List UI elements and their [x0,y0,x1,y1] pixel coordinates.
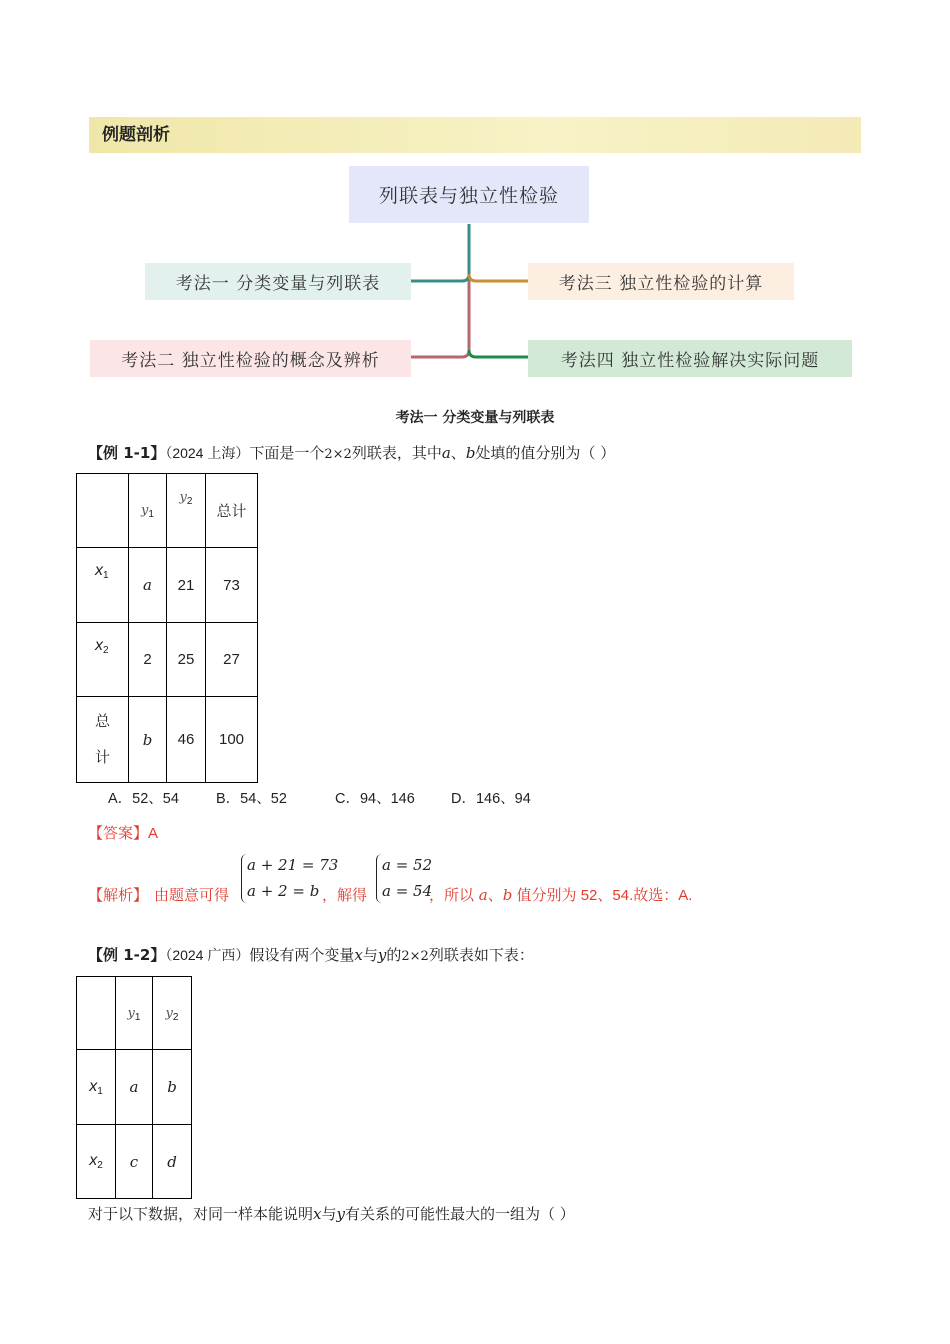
ex2-question [88,944,534,965]
ex1-cell: 2 [129,623,167,697]
ex2-cell-a: a [116,1050,153,1125]
table-row [77,1050,192,1125]
ex1-cell: 27 [206,623,258,697]
ex1-source: （2024 上海） [165,445,250,461]
ex2-row-label-x1: $x_1$ [77,1050,116,1125]
ex2-row-label-x2: $x_2$ [77,1125,116,1199]
ex1-cell: 100 [206,697,258,783]
answer-tag: 【答案】 [88,824,149,842]
sol1: a = 52 [382,856,433,874]
ex2-th-y2: $y_2$ [153,977,192,1050]
ex2-var-y: y [377,946,387,964]
sol2: a = 54 [382,882,433,900]
analysis-tag: 【解析】 [88,886,149,904]
method-heading: 考法一 分类变量与列联表 [395,410,555,426]
option-c: C．94、146 [335,791,415,807]
ex1-text-after: 处填的值分别为（ ） [475,444,616,462]
right-bottom-connector [469,350,528,357]
ex2-text-1: 假设有两个变量 [249,946,355,964]
mindmap-center: 列联表与独立性检验 [349,166,589,223]
eq1: a + 21 = 73 [247,856,339,874]
ex1-cell: 46 [167,697,206,783]
ex2-cell-c: c [116,1125,153,1199]
ex1-cell: 21 [167,548,206,623]
mindmap-right-bottom: 考法四 独立性检验解决实际问题 [528,340,852,377]
ex1-row-label-total: 总 计 [77,697,129,783]
ex2-text-2: 与 [362,946,378,964]
eq2: a + 2 = b [247,882,320,900]
analysis-text-3: ，所以 a、b 值分别为 52、54.故选：A. [429,886,693,904]
ex2-followup [88,1203,575,1224]
ex1-th-empty [77,474,129,548]
ex1-text-before: 下面是一个 [249,444,325,462]
ex2-cell-d: d [153,1125,192,1199]
ex1-cell-b: b [129,697,167,783]
mindmap-left-top: 考法一 分类变量与列联表 [145,263,411,300]
ex1-dim: 2×2 [324,447,352,462]
ex2-source: （2024 广西） [165,947,250,963]
ex2-q-var-y: y [336,1205,345,1223]
ex1-table [76,473,258,783]
analysis-text-1: 由题意可得 [154,886,230,904]
right-top-connector [469,274,528,281]
ex2-th-y1: $y_1$ [116,977,153,1050]
ex2-text-3: 的 [386,946,402,964]
ex1-row-label-x1: $x_1$ [77,548,129,623]
trunk-lower-line [411,281,469,357]
answer-value: A [148,825,159,842]
ex2-table [76,976,192,1199]
table-row [77,1125,192,1199]
ex1-cell: 73 [206,548,258,623]
mindmap-right-top: 考法三 独立性检验的计算 [528,263,794,300]
ex1-th-y1: $y_1$ [129,474,167,548]
ex1-var-b: b [465,444,476,462]
ex1-table-header-row [77,474,258,548]
ex1-tag: 【例 1-1】 [88,444,166,462]
table-row [77,697,258,783]
ex1-cell: 25 [167,623,206,697]
ex2-q-3: 有关系的可能性最大的一组为（ ） [344,1205,575,1223]
left-top-connector [411,274,469,281]
ex1-th-y2: $y_2$ [167,474,206,548]
table-row [77,548,258,623]
table-row [77,623,258,697]
section-title: 例题剖析 [89,117,861,153]
ex1-text-mid: 列联表，其中 [351,444,442,462]
ex1-row-label-x2: $x_2$ [77,623,129,697]
ex2-cell-b: b [153,1050,192,1125]
ex2-th-empty [77,977,116,1050]
ex1-var-a: a [441,444,451,462]
ex2-q-1: 对于以下数据，对同一样本能说明 [88,1205,314,1223]
ex2-q-2: 与 [321,1205,337,1223]
ex1-cell-a: a [129,548,167,623]
ex1-question [88,442,615,463]
ex2-var-x: x [354,946,363,964]
ex2-table-header-row [77,977,192,1050]
option-b: B．54、52 [216,791,287,807]
ex2-text-4: 列联表如下表： [428,946,534,964]
ex1-th-total: 总计 [206,474,258,548]
ex2-dim: 2×2 [401,949,429,964]
ex1-answer [88,822,158,843]
ex2-q-var-x: x [313,1205,322,1223]
mindmap-left-bottom: 考法二 独立性检验的概念及辨析 [90,340,411,377]
analysis-text-2: ，解得 [322,886,368,904]
ex2-tag: 【例 1-2】 [88,946,166,964]
option-a: A．52、54 [108,791,179,807]
ex1-sep: 、 [450,444,466,462]
option-d: D．146、94 [451,791,531,807]
